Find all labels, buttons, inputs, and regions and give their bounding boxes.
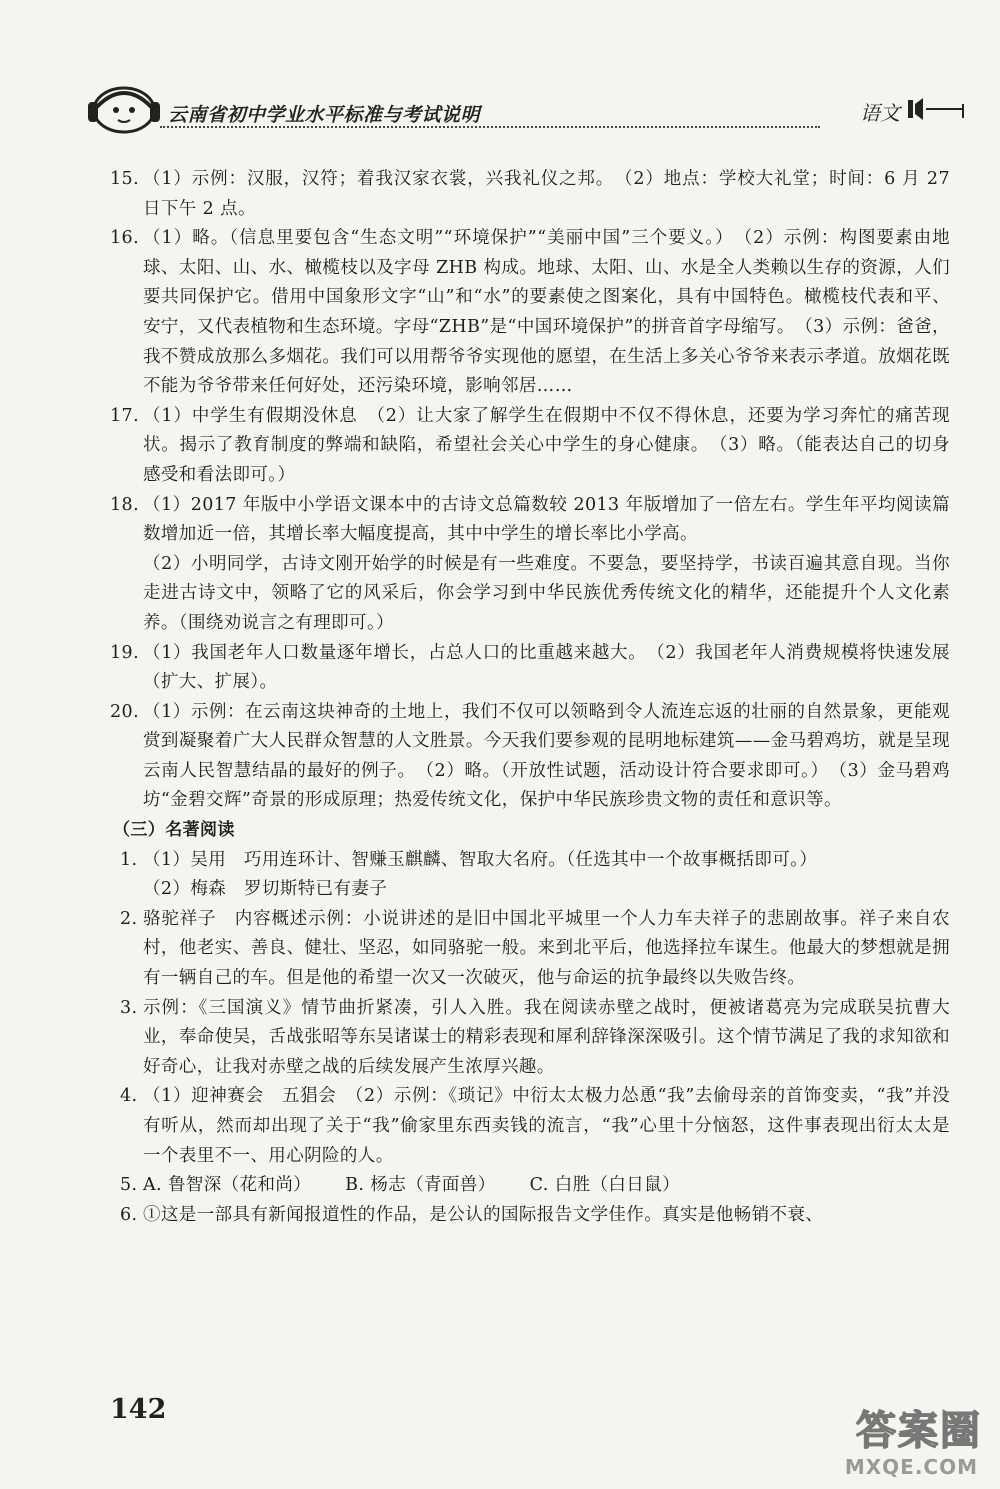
item-number: 4. — [120, 1086, 138, 1107]
answer-item — [110, 994, 950, 1083]
watermark-logo: 答案圈 — [856, 1408, 982, 1454]
item-number: 18. — [110, 494, 140, 515]
item-text: （1）迎神赛会 五猖会 （2）示例：《琐记》中衍太太极力怂恿“我”去偷母亲的首饰变卖，“我”并没有听从，然而却出现了关于“我”偷家里东西卖钱的流言，“我”心里十分恼怒，这件事表现出衍太太是一个表里不一、用心阴险的人。 — [143, 1086, 950, 1166]
answer-item — [110, 491, 950, 639]
item-text: （2）小明同学，古诗文刚开始学的时候是有一些难度。不要急，要坚持学，书读百遍其意自现。当你走进古诗文中，领略了它的风采后，你会学习到中华民族优秀传统文化的精华，还能提升个人文化素养。（围绕劝说言之有理即可。） — [143, 553, 950, 633]
item-text: （1）略。（信息里要包含“生态文明”“环境保护”“美丽中国”三个要义。） （2）示例：构图要素由地球、太阳、山、水、橄榄枝以及字母 ZHB 构成。地球、太阳、山、水是全人类赖以生存的资源，人们要共同保护它。借用中国象形文字“山”和“水”的要素使之图案化，具有中国特色。橄榄枝代表和平、安宁，又代表植物和生态环境。字母“ZHB”是“中国环境保护”的拼音首字母缩写。 （3）示例：爸爸，我不赞成放那么多烟花。我们可以用帮爷爷实现他的愿望，在生活上多关心爷爷来表示孝道。放烟花既不能为爷爷带来任何好处，还污染环境，影响邻居…… — [143, 228, 950, 397]
item-number: 1. — [120, 849, 138, 870]
option-a: A. 鲁智深（花和尚） — [143, 1175, 312, 1196]
answer-item — [110, 1201, 950, 1231]
answer-item — [110, 698, 950, 816]
speaker-icon — [908, 94, 968, 124]
answer-item — [110, 1171, 950, 1201]
item-text: （1）吴用 巧用连环计、智赚玉麒麟、智取大名府。（任选其中一个故事概括即可。） — [143, 849, 818, 870]
item-options — [143, 1171, 950, 1201]
item-number: 6. — [120, 1204, 138, 1225]
item-number: 16. — [110, 228, 140, 249]
answer-item — [110, 402, 950, 491]
item-text: （1）示例：汉服，汉符；着我汉家衣裳，兴我礼仪之邦。 （2）地点：学校大礼堂；时间：6 月 27 日下午 2 点。 — [143, 169, 950, 219]
watermark — [807, 1399, 982, 1481]
item-text: ①这是一部具有新闻报道性的作品，是公认的国际报告文学佳作。真实是他畅销不衰、 — [143, 1204, 824, 1225]
item-text: （2）梅森 罗切斯特已有妻子 — [143, 879, 388, 900]
item-number: 15. — [110, 169, 140, 189]
item-number: 5. — [120, 1175, 138, 1196]
header-subject: 语文 — [860, 101, 900, 125]
item-text: 骆驼祥子 内容概述示例：小说讲述的是旧中国北平城里一个人力车夫祥子的悲剧故事。祥子来自农村，他老实、善良、健壮、坚忍，如同骆驼一般。来到北平后，他选择拉车谋生。他最大的梦想就是拥有一辆自己的车。但是他的希望一次又一次破灭，他与命运的抗争最终以失败告终。 — [143, 908, 950, 989]
item-text: 示例：《三国演义》情节曲折紧凑，引人入胜。我在阅读赤壁之战时，便被诸葛亮为完成联吴抗曹大业，奉命使吴，舌战张昭等东吴诸谋士的精彩表现和犀利辞锋深深吸引。这个情节满足了我的求知欲和好奇心，让我对赤壁之战的后续发展产生浓厚兴趣。 — [143, 997, 950, 1077]
answer-item — [110, 224, 950, 402]
item-text: （1）2017 年版中小学语文课本中的古诗文总篇数较 2013 年版增加了一倍左右。学生年平均阅读篇数增加近一倍，其增长率大幅度提高，其中中学生的增长率比小学高。 — [143, 494, 950, 545]
item-text: （1）示例：在云南这块神奇的土地上，我们不仅可以领略到令人流连忘返的壮丽的自然景象，更能观赏到凝聚着广大人民群众智慧的人文胜景。今天我们要参观的昆明地标建筑——金马碧鸡坊，就是呈现云南人民智慧结晶的最好的例子。 （2）略。（开放性试题，活动设计符合要求即可。） （3）金马碧鸡坊“金碧交辉”奇景的形成原理；热爱传统文化，保护中华民族珍贵文物的责任和意识等。 — [143, 701, 950, 811]
item-text: （1）中学生有假期没休息 （2）让大家了解学生在假期中不仅不得休息，还要为学习奔忙的痛苦现状。揭示了教育制度的弊端和缺陷，希望社会关心中学生的身心健康。 （3）略。（能表达自己的切身感受和看法即可。） — [143, 405, 950, 485]
option-b: B. 杨志（青面兽） — [345, 1175, 496, 1196]
answer-item — [110, 905, 950, 994]
page-header — [80, 82, 970, 134]
header-divider — [160, 126, 820, 128]
item-number: 17. — [110, 405, 140, 426]
page-number: 142 — [110, 1394, 167, 1425]
item-number: 3. — [120, 997, 138, 1018]
header-title: 云南省初中学业水平标准与考试说明 — [168, 104, 481, 126]
item-number: 20. — [110, 701, 140, 722]
item-text: （1）我国老年人口数量逐年增长，占总人口的比重越来越大。 （2）我国老年人消费规模将快速发展（扩大、扩展）。 — [143, 642, 950, 693]
answer-content — [110, 165, 950, 1230]
answer-item — [110, 1082, 950, 1171]
answer-item — [110, 639, 950, 698]
answer-item — [110, 165, 950, 224]
section-title: （三）名著阅读 — [113, 820, 235, 841]
option-c: C. 白胜（白日鼠） — [529, 1175, 681, 1196]
watermark-site: MXQE.COM — [844, 1455, 978, 1479]
item-number: 2. — [120, 908, 138, 929]
answer-item — [110, 846, 950, 905]
item-number: 19. — [110, 642, 140, 663]
headphone-mascot-icon — [80, 82, 170, 134]
